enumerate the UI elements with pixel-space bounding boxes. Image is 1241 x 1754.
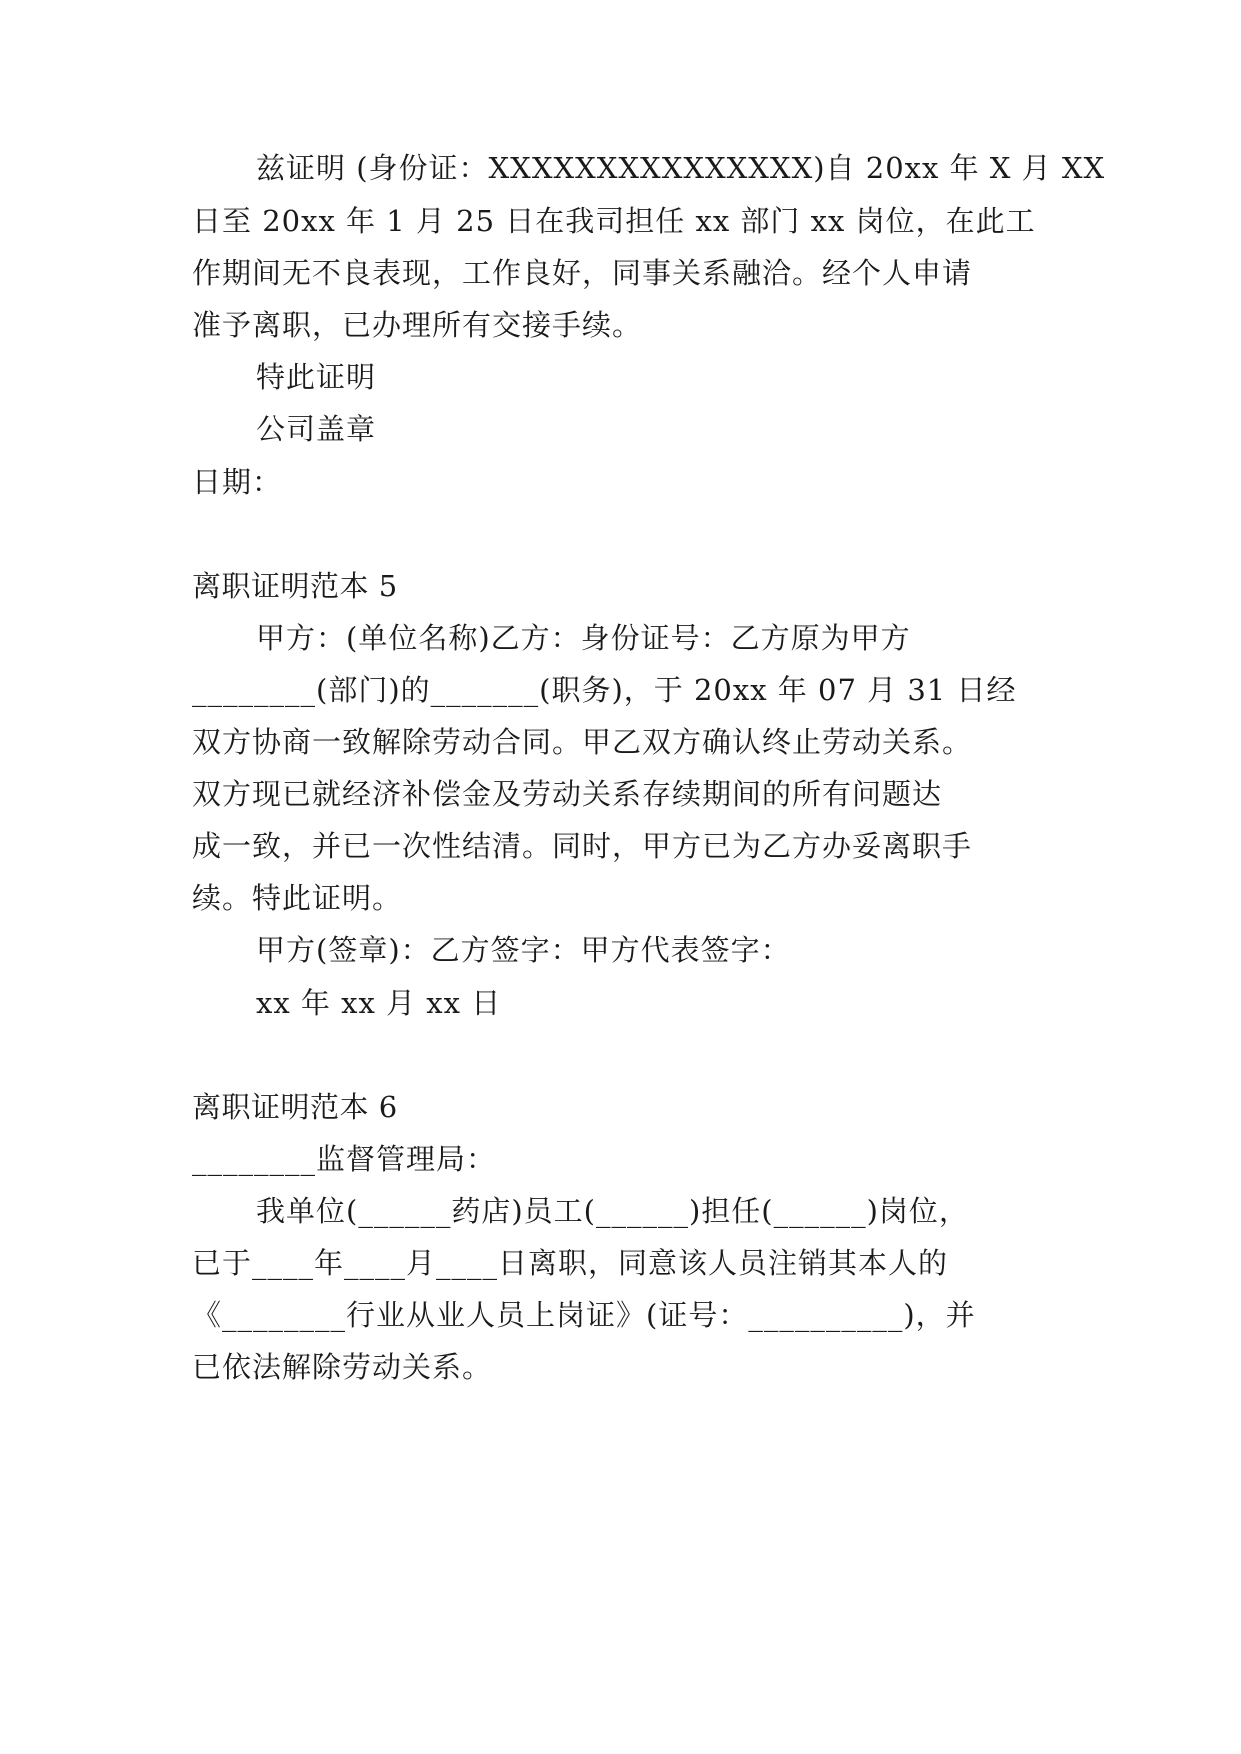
addressee-line: ________监督管理局： [192, 1142, 497, 1176]
closing-text: 特此证明 [256, 360, 377, 394]
paragraph-line: 成一致，并已一次性结清。同时，甲方已为乙方办妥离职手 [192, 829, 973, 863]
paragraph-line: 作期间无不良表现，工作良好，同事关系融洽。经个人申请 [192, 256, 973, 290]
paragraph-line: 日至 20xx 年 1 月 25 日在我司担任 xx 部门 xx 岗位，在此工 [192, 204, 1036, 238]
paragraph-line: 已依法解除劳动关系。 [192, 1350, 493, 1384]
paragraph-line: ________(部门)的_______(职务)，于 20xx 年 07 月 31 日经 [192, 673, 1017, 707]
paragraph-line: 准予离职，已办理所有交接手续。 [192, 308, 643, 342]
paragraph-line: 甲方：(单位名称)乙方：身份证号：乙方原为甲方 [256, 621, 911, 655]
paragraph-line: 兹证明 (身份证：XXXXXXXXXXXXXXX)自 20xx 年 X 月 XX [256, 151, 1106, 185]
paragraph-line: 已于____年____月____日离职，同意该人员注销其本人的 [192, 1246, 949, 1280]
signature-line: 甲方(签章)：乙方签字：甲方代表签字： [256, 933, 791, 967]
paragraph-line: 续。特此证明。 [192, 881, 403, 915]
date-line: xx 年 xx 月 xx 日 [256, 986, 502, 1020]
company-stamp-label: 公司盖章 [256, 412, 377, 446]
paragraph-line: 我单位(______药店)员工(______)担任(______)岗位， [256, 1194, 969, 1228]
section-heading: 离职证明范本 5 [192, 569, 398, 603]
section-heading: 离职证明范本 6 [192, 1090, 398, 1124]
paragraph-line: 双方现已就经济补偿金及劳动关系存续期间的所有问题达 [192, 777, 943, 811]
paragraph-line: 《________行业从业人员上岗证》(证号：__________)，并 [192, 1298, 976, 1332]
paragraph-line: 双方协商一致解除劳动合同。甲乙双方确认终止劳动关系。 [192, 725, 973, 759]
date-label: 日期： [192, 465, 283, 499]
